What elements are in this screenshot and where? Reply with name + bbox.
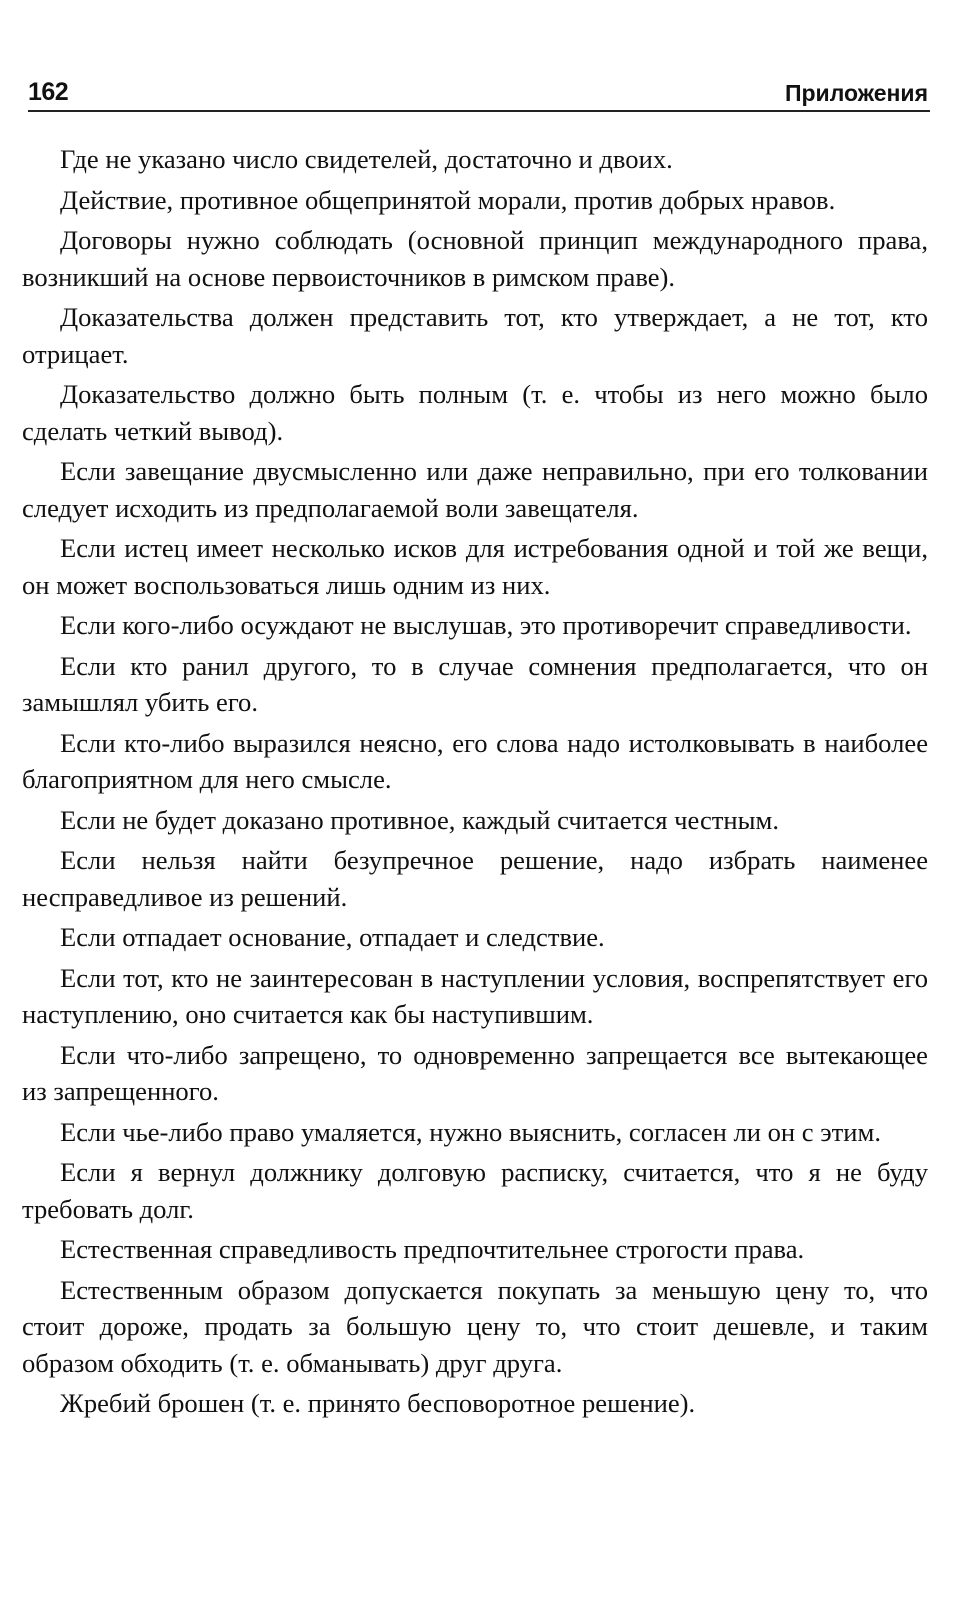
maxim-entry: Если отпадает основание, отпадает и следствие. xyxy=(60,922,605,952)
maxim-entry: Если кто ранил другого, то в случае сомнения предполагается, что он замышлял убить его. xyxy=(22,650,928,717)
maxim-entry: Доказательства должен представить тот, кто утверждает, а не тот, кто отрицает. xyxy=(22,302,928,369)
maxim-entry: Если не будет доказано противное, каждый считается честным. xyxy=(60,804,779,835)
maxim-entry: Если завещание двусмысленно или даже неправильно, при его толковании следует исходить из предполагаемой воли завещателя. xyxy=(22,456,928,523)
maxim-entry: Где не указано число свидетелей, достаточно и двоих. xyxy=(60,144,673,174)
maxim-entry: Если кого-либо осуждают не выслушав, это противоречит справедливости. xyxy=(60,610,912,640)
page-header xyxy=(28,74,930,112)
body-text xyxy=(22,141,928,1426)
maxim-entry: Договоры нужно соблюдать (основной принцип международного права, возникший на основе первоисточников в римском праве). xyxy=(22,225,928,292)
page-number: 162 xyxy=(28,78,69,106)
running-title: Приложения xyxy=(784,80,928,106)
maxim-entry: Если кто-либо выразился неясно, его слова надо истолковывать в наиболее благоприятном для него смысле. xyxy=(22,727,928,794)
maxim-entry: Естественным образом допускается покупать за меньшую цену то, что стоит дороже, продать за большую цену то, что стоит дешевле, и таким образом обходить (т. е. обманывать) друг друга. xyxy=(22,1274,928,1378)
maxim-entry: Если что-либо запрещено, то одновременно запрещается все вытекающее из запрещенного. xyxy=(22,1039,928,1106)
maxim-entry: Если я вернул должнику долговую расписку, считается, что я не буду требовать долг. xyxy=(22,1157,928,1224)
maxim-entry: Жребий брошен (т. е. принято бесповоротное решение). xyxy=(60,1388,696,1418)
maxim-entry: Если тот, кто не заинтересован в наступлении условия, воспрепятствует его наступлению, оно считается как бы наступившим. xyxy=(22,962,928,1029)
maxim-entry: Если нельзя найти безупречное решение, надо избрать наименее несправедливое из решений. xyxy=(22,845,928,912)
maxim-entry: Действие, противное общепринятой морали, против добрых нравов. xyxy=(60,184,836,215)
maxim-entry: Если истец имеет несколько исков для истребования одной и той же вещи, он может воспользоваться лишь одним из них. xyxy=(22,533,928,600)
maxim-entry: Естественная справедливость предпочтительнее строгости права. xyxy=(60,1234,805,1264)
maxim-entry: Если чье-либо право умаляется, нужно выяснить, согласен ли он с этим. xyxy=(60,1116,881,1147)
maxim-entry: Доказательство должно быть полным (т. е. чтобы из него можно было сделать четкий вывод). xyxy=(22,379,928,446)
